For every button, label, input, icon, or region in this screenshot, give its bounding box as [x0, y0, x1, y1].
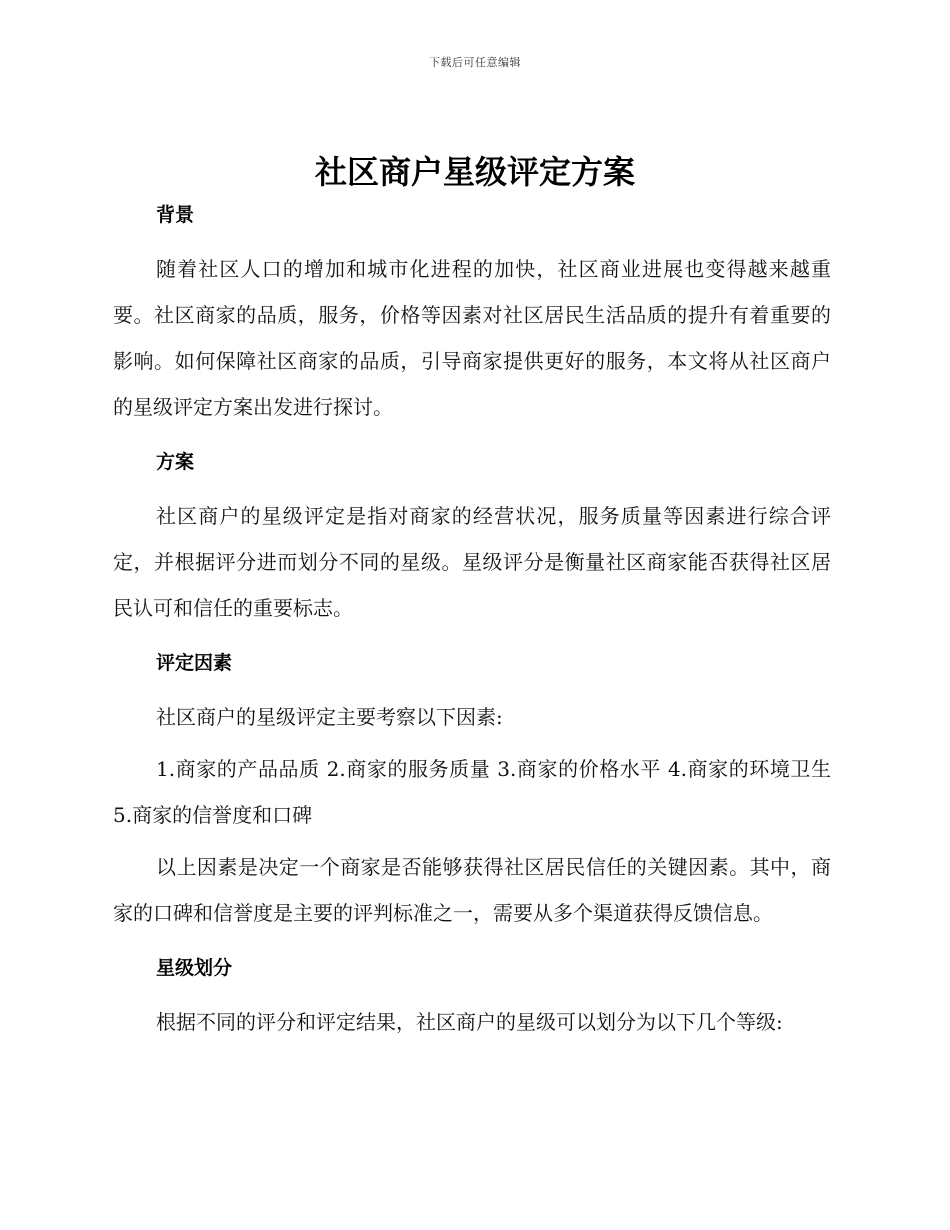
paragraph: 社区商户的星级评定主要考察以下因素:	[156, 705, 503, 729]
paragraph: 随着社区人口的增加和城市化进程的加快，社区商业进展也变得越来越重要。社区商家的品质，服务，价格等因素对社区居民生活品质的提升有着重要的影响。如何保障社区商家的品质，引导商家提供更好的服务，本文将从社区商户的星级评定方案出发进行探讨。	[113, 257, 831, 419]
factor-list: 1.商家的产品品质 2.商家的服务质量 3.商家的价格水平 4.商家的环境卫生 5.商家的信誉度和口碑	[113, 757, 831, 827]
paragraph: 以上因素是决定一个商家是否能够获得社区居民信任的关键因素。其中，商家的口碑和信誉度是主要的评判标准之一，需要从多个渠道获得反馈信息。	[113, 855, 831, 925]
header-note: 下载后可任意编辑	[429, 56, 521, 69]
section-heading-plan: 方案	[156, 451, 195, 473]
document-body	[113, 200, 831, 1045]
paragraph: 社区商户的星级评定是指对商家的经营状况，服务质量等因素进行综合评定，并根据评分进而划分不同的星级。星级评分是衡量社区商家能否获得社区居民认可和信任的重要标志。	[113, 504, 831, 620]
paragraph: 根据不同的评分和评定结果，社区商户的星级可以划分为以下几个等级:	[156, 1010, 783, 1034]
section-heading-factors: 评定因素	[156, 652, 233, 674]
document-title: 社区商户星级评定方案	[314, 153, 635, 191]
section-heading-background: 背景	[156, 204, 195, 226]
section-heading-star-levels: 星级划分	[156, 957, 233, 979]
